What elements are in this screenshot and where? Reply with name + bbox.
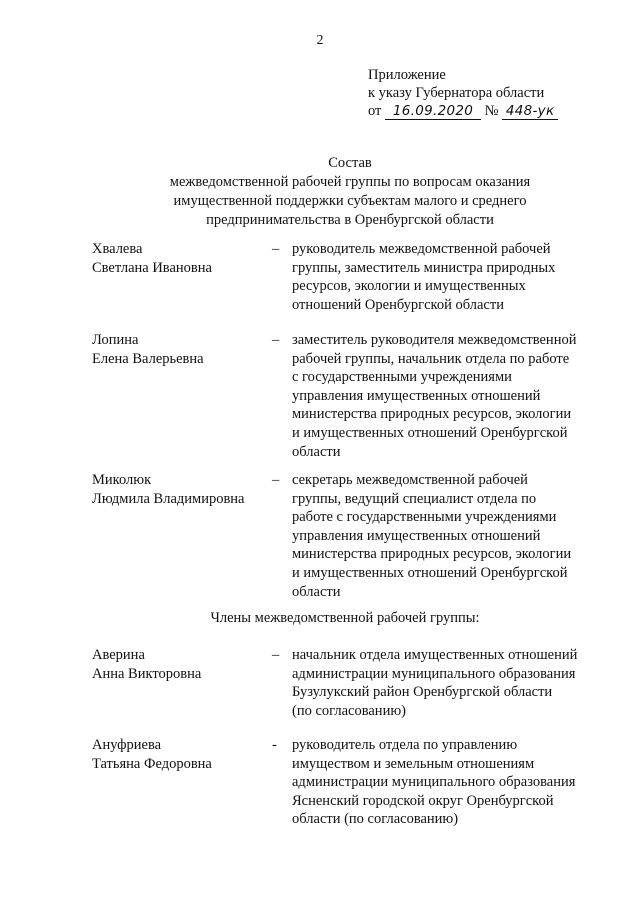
member-name — [92, 240, 212, 277]
role-line: с государственными учреждениями — [292, 369, 512, 386]
role-line: секретарь межведомственной рабочей — [292, 472, 528, 488]
member-given-names: Светлана Ивановна — [92, 259, 212, 276]
member-surname: Лопина — [92, 332, 139, 348]
role-line: группы, заместитель министра природных — [292, 259, 556, 276]
role-line: руководитель отдела по управлению — [292, 737, 518, 753]
decree-number: 448-ук — [502, 104, 558, 120]
title-line: межведомственной рабочей группы по вопросам оказания — [169, 174, 531, 190]
role-line: министерства природных ресурсов, экологии — [292, 546, 572, 563]
title-line: Состав — [328, 155, 372, 171]
document-title — [0, 154, 640, 230]
dash-separator: - — [272, 737, 277, 753]
role-line: министерства природных ресурсов, экологии — [292, 406, 572, 423]
member-role — [292, 240, 555, 314]
role-line: отношений Оренбургской области — [292, 296, 504, 313]
role-line: управления имущественных отношений — [292, 527, 541, 544]
role-line: заместитель руководителя межведомственной — [292, 332, 577, 348]
role-line: и имущественных отношений Оренбургской — [292, 564, 568, 581]
member-name — [92, 736, 212, 773]
member-given-names: Татьяна Федоровна — [92, 755, 212, 772]
dash-separator: – — [272, 472, 280, 488]
dash-separator: – — [272, 647, 280, 663]
role-line: руководитель межведомственной рабочей — [292, 241, 551, 257]
decree-date: 16.09.2020 — [385, 104, 481, 120]
member-given-names: Елена Валерьевна — [92, 350, 204, 367]
role-line: администрации муниципального образования — [292, 774, 576, 791]
member-role — [292, 646, 577, 720]
role-line: области — [292, 443, 341, 460]
role-line: группы, ведущий специалист отдела по — [292, 490, 537, 507]
member-name — [92, 331, 204, 368]
title-line: имущественной поддержки субъектам малого и среднего — [173, 193, 527, 209]
title-line: предпринимательства в Оренбургской области — [206, 212, 494, 228]
role-line: администрации муниципального образования — [292, 665, 576, 682]
dash-separator: – — [272, 332, 280, 348]
role-line: (по согласованию) — [292, 702, 406, 719]
role-line: Бузулукский район Оренбургской области — [292, 684, 553, 701]
member-name — [92, 646, 201, 683]
role-line: начальник отдела имущественных отношений — [292, 647, 578, 663]
role-line: области — [292, 583, 341, 600]
appendix-header — [368, 66, 558, 120]
member-surname: Миколюк — [92, 472, 152, 488]
role-line: работе с государственными учреждениями — [292, 509, 557, 526]
member-name — [92, 471, 245, 508]
from-label: от — [368, 103, 382, 119]
number-label: № — [484, 103, 499, 119]
member-role — [292, 736, 575, 829]
member-given-names: Людмила Владимировна — [92, 490, 245, 507]
member-role — [292, 471, 571, 601]
appendix-date-number — [368, 102, 558, 120]
role-line: области (по согласованию) — [292, 811, 459, 828]
member-surname: Ануфриева — [92, 737, 162, 753]
role-line: имуществом и земельным отношениям — [292, 755, 535, 772]
role-line: управления имущественных отношений — [292, 387, 541, 404]
appendix-decree-ref: к указу Губернатора области — [368, 85, 545, 101]
member-role — [292, 331, 576, 461]
member-surname: Хвалева — [92, 241, 143, 257]
page-number: 2 — [316, 33, 324, 48]
dash-separator: – — [272, 241, 280, 257]
role-line: ресурсов, экологии и имущественных — [292, 278, 526, 295]
role-line: и имущественных отношений Оренбургской — [292, 424, 568, 441]
appendix-label: Приложение — [368, 67, 446, 83]
role-line: рабочей группы, начальник отдела по работе — [292, 350, 570, 367]
member-surname: Аверина — [92, 647, 145, 663]
members-heading: Члены межведомственной рабочей группы: — [210, 610, 480, 626]
member-given-names: Анна Викторовна — [92, 665, 202, 682]
role-line: Ясненский городской округ Оренбургской — [292, 792, 554, 809]
